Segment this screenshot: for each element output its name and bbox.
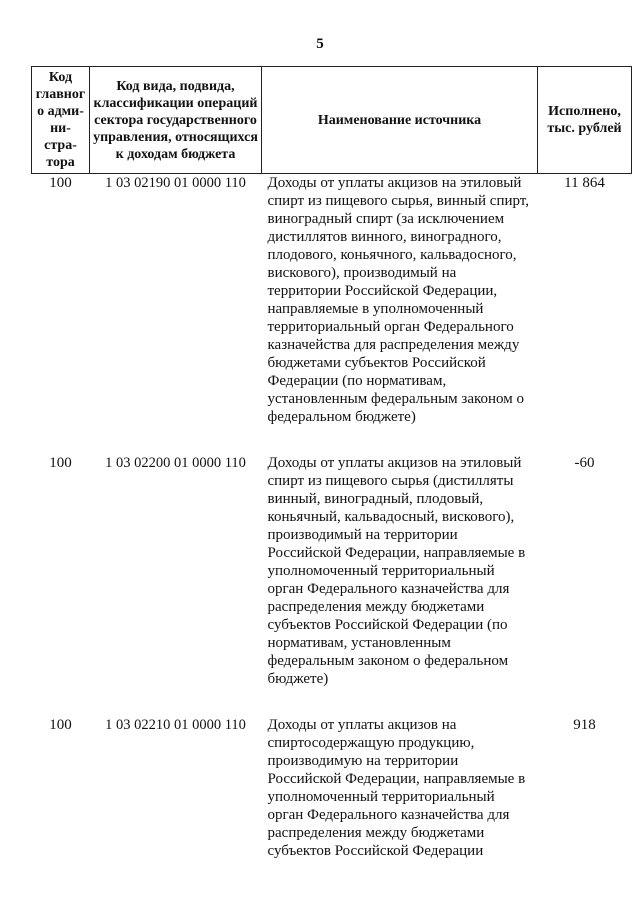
admin-code-cell: 100 [49,175,72,191]
admin-code-cell: 100 [49,717,72,733]
source-name-cell: Доходы от уплаты акцизов на спиртосодержащую продукцию, производимую на территории Российской Федерации, направляемые в уполномоченный территориальный орган Федерального казначейства для распределения между бюджетами субъектов Российской Федерации [267,717,526,859]
table-row [32,174,632,455]
header-classification-code: Код вида, подвида, классификации операций сектора государственного управления, относящихся к доходам бюджета [90,67,262,174]
page-number: 5 [316,36,324,52]
header-admin-code: Код главного адми-ни-стра-тора [32,67,90,174]
classification-code-cell: 1 03 02190 01 0000 110 [105,175,246,191]
source-name-cell: Доходы от уплаты акцизов на этиловый спирт из пищевого сырья (дистилляты винный, виноградный, плодовый, коньячный, кальвадосный, вискового), производимый на территории Российской Федерации, направляемые в уполномоченный территориальный орган Федерального казначейства для распределения между бюджетами субъектов Российской Федерации (по нормативам, установленным федеральным законом о федеральном бюджете) [267,455,526,687]
header-executed: Исполнено, тыс. рублей [538,67,632,174]
amount-cell: 918 [573,717,596,733]
table-row [32,716,632,888]
revenue-table [31,66,632,888]
header-source-name: Наименование источника [262,67,538,174]
amount-cell: -60 [574,455,595,471]
table-row [32,454,632,716]
table-header-row [32,67,632,174]
amount-cell: 11 864 [564,175,605,191]
classification-code-cell: 1 03 02200 01 0000 110 [105,455,246,471]
source-name-cell: Доходы от уплаты акцизов на этиловый спирт из пищевого сырья, винный спирт, виноградный спирт (за исключением дистиллятов винного, виноградного, плодового, коньячного, кальвадосного, вискового), производимый на территории Российской Федерации, направляемые в уполномоченный территориальный орган Федерального казначейства для распределения между бюджетами субъектов Российской Федерации (по нормативам, установленным федеральным законом о федеральном бюджете) [267,175,529,425]
admin-code-cell: 100 [49,455,72,471]
classification-code-cell: 1 03 02210 01 0000 110 [105,717,246,733]
